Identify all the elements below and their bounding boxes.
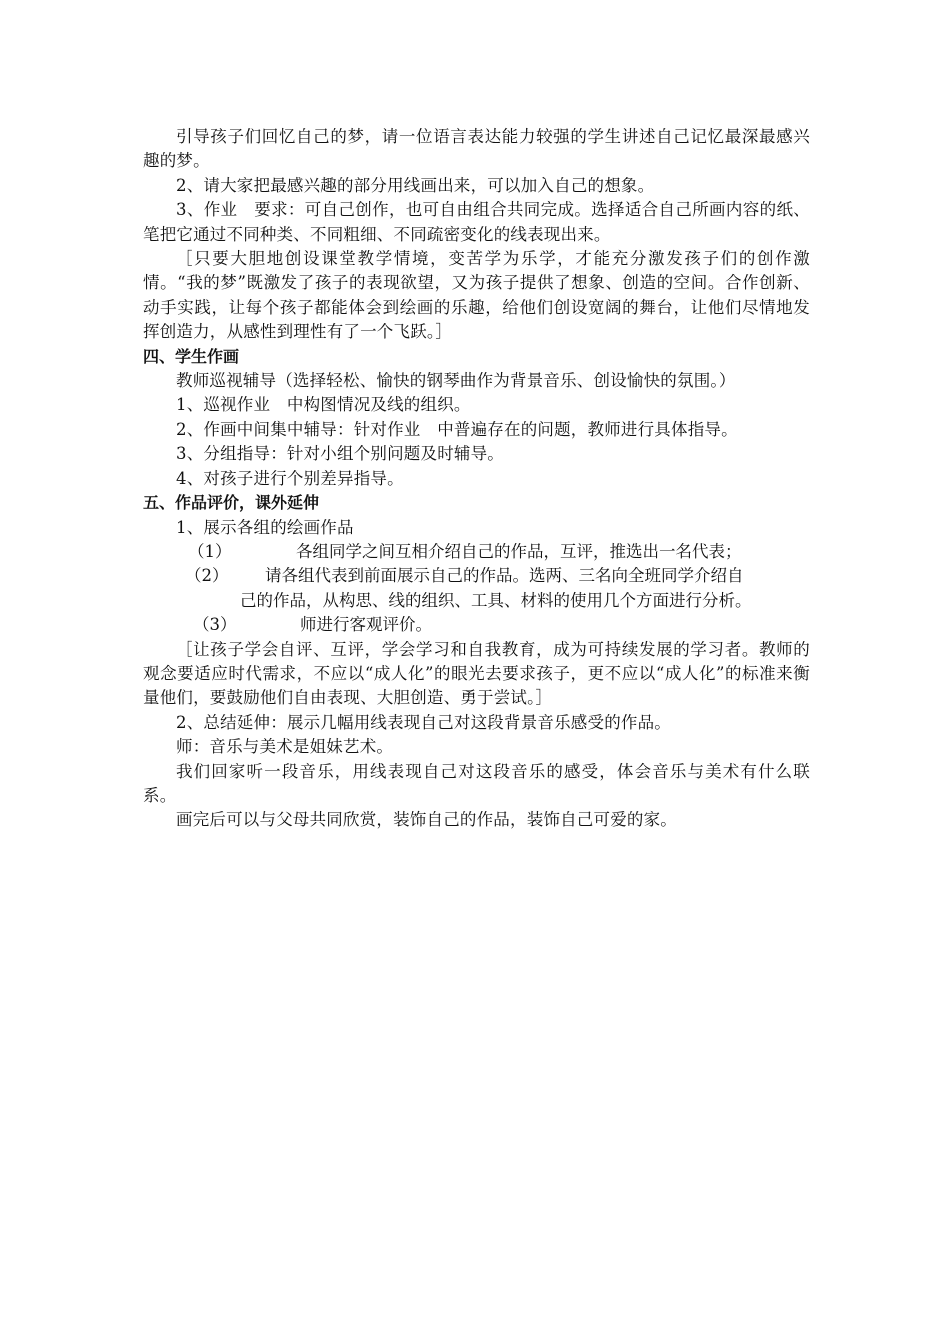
paragraph-note-2: ［让孩子学会自评、互评，学会学习和自我教育，成为可持续发展的学习者。教师的观念要适应时代需求，不应以“成人化”的眼光去要求孩子，更不应以“成人化”的标准来衡量他们，要鼓励他们自由表现、大胆创造、勇于尝试。］ [143,639,810,708]
sub-item-2-number: （2） [185,566,229,586]
sub-item-3-number: （3） [193,615,237,635]
section-heading-4: 四、学生作画 [143,346,240,366]
list-item-4-2: 2、作画中间集中辅导：针对作业 中普遍存在的问题，教师进行具体指导。 [176,419,738,439]
paragraph-step-2: 2、请大家把最感兴趣的部分用线画出来，可以加入自己的想象。 [176,175,655,195]
sub-item-1-number: （1） [188,541,232,561]
paragraph-listen-music: 我们回家听一段音乐，用线表现自己对这段音乐的感受，体会音乐与美术有什么联系。 [143,761,810,805]
list-item-4-3: 3、分组指导：针对小组个别问题及时辅导。 [176,444,504,464]
sub-item-1 [143,540,810,564]
list-item-5-1: 1、展示各组的绘画作品 [176,517,354,537]
paragraph-ending: 画完后可以与父母共同欣赏，装饰自己的作品，装饰自己可爱的家。 [176,810,677,830]
paragraph-note-1: ［只要大胆地创设课堂教学情境，变苦学为乐学，才能充分激发孩子们的创作激情。“我的梦”既激发了孩子的表现欲望，又为孩子提供了想象、创造的空间。合作创新、动手实践，让每个孩子都能体会到绘画的乐趣，给他们创设宽阔的舞台，让他们尽情地发挥创造力，从感性到理性有了一个飞跃。］ [143,249,810,342]
sub-item-2-text-line-1: 请各组代表到前面展示自己的作品。选两、三名向全班同学介绍自 [265,566,744,586]
paragraph-teacher-tour: 教师巡视辅导（选择轻松、愉快的钢琴曲作为背景音乐、创设愉快的氛围。） [176,371,736,391]
list-item-5-2: 2、总结延伸：展示几幅用线表现自己对这段背景音乐感受的作品。 [176,712,671,732]
paragraph-intro: 引导孩子们回忆自己的梦，请一位语言表达能力较强的学生讲述自己记忆最深最感兴趣的梦。 [143,127,810,171]
sub-item-3 [143,613,810,637]
sub-item-2-text-line-2: 己的作品，从构思、线的组织、工具、材料的使用几个方面进行分析。 [240,590,752,610]
paragraph-step-3: 3、作业 要求：可自己创作，也可自由组合共同完成。选择适合自己所画内容的纸、笔把它通过不同种类、不同粗细、不同疏密变化的线表现出来。 [143,200,810,244]
list-item-4-4: 4、对孩子进行个别差异指导。 [176,468,404,488]
section-heading-5: 五、作品评价，课外延伸 [143,493,320,513]
sub-item-3-text: 师进行客观评价。 [300,615,432,635]
list-item-4-1: 1、巡视作业 中构图情况及线的组织。 [176,395,471,415]
sub-item-2-body [240,564,810,613]
document-body [143,125,810,833]
sub-item-2 [143,564,810,613]
sub-item-1-text: 各组同学之间互相介绍自己的作品，互评，推选出一名代表； [296,541,742,561]
paragraph-teacher-remark: 师：音乐与美术是姐妹艺术。 [176,737,394,757]
